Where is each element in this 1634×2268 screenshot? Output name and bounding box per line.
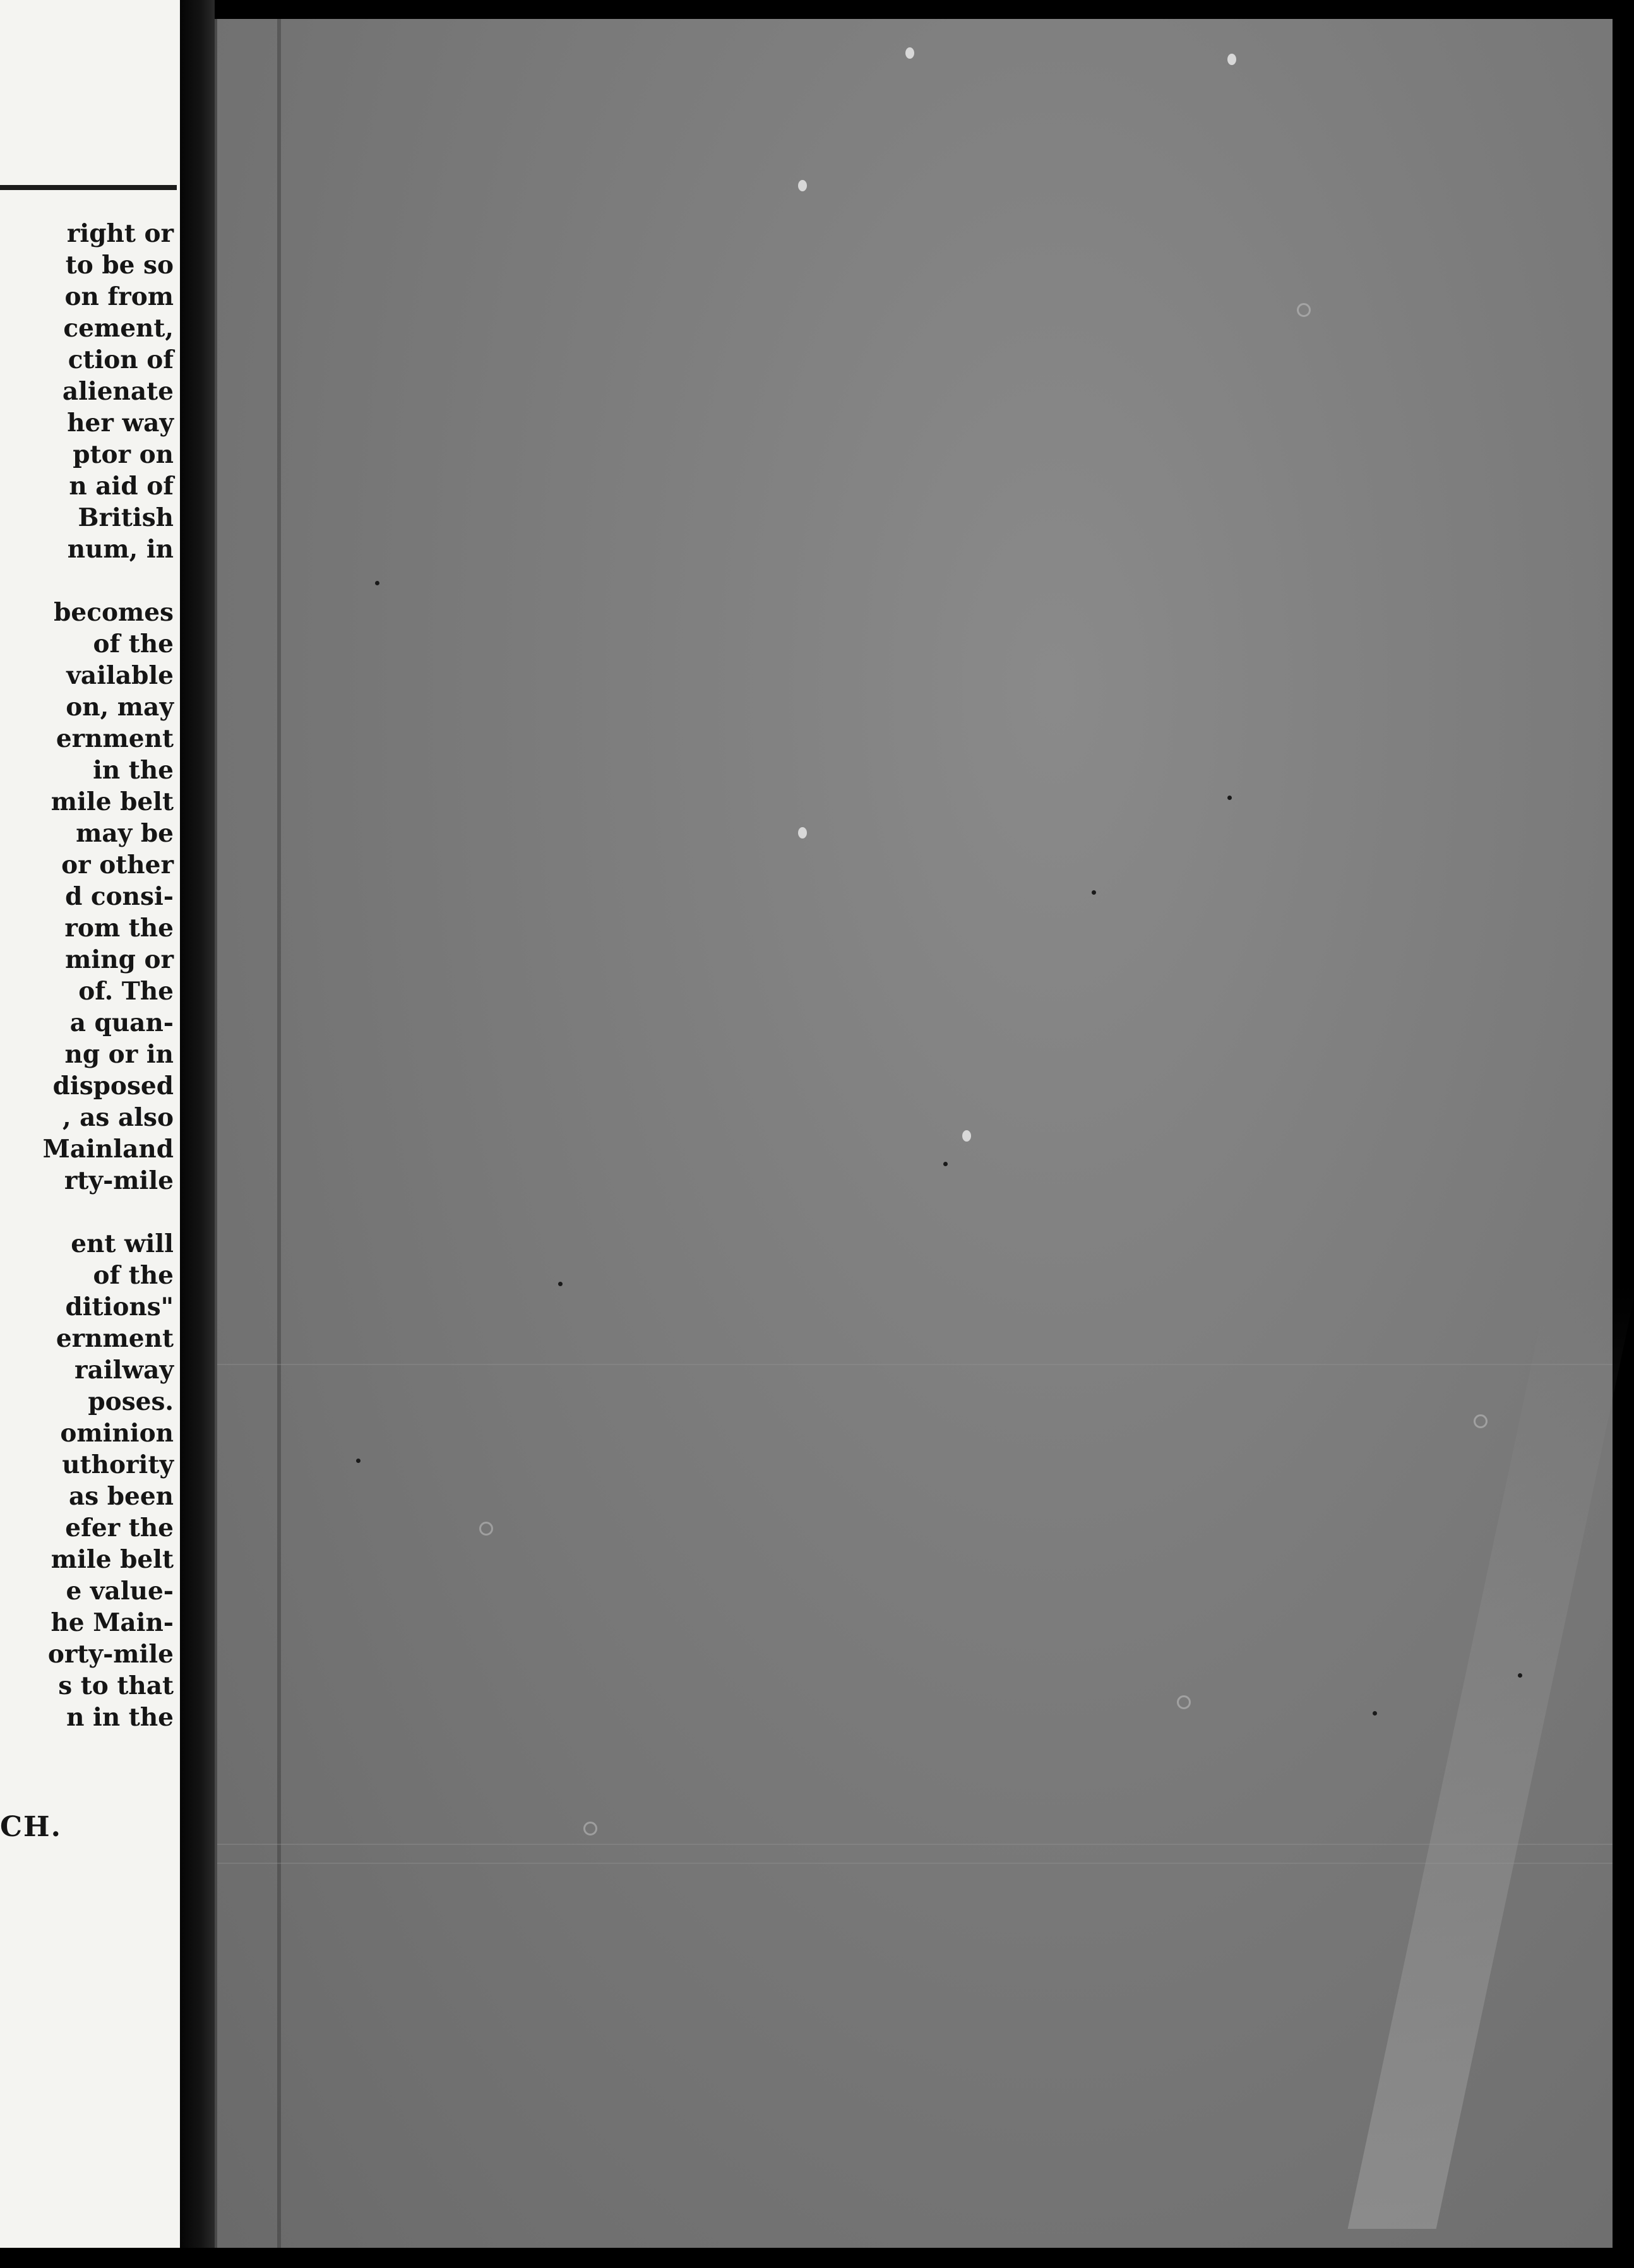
text-line: alienate xyxy=(62,377,174,406)
paper-blemish xyxy=(798,180,807,191)
text-line: ominion xyxy=(60,1419,174,1448)
text-line: num, in xyxy=(67,535,174,564)
text-line: poses. xyxy=(88,1387,174,1416)
text-line: railway xyxy=(75,1356,174,1385)
text-line: or other xyxy=(61,850,174,880)
paper-ring-mark xyxy=(1177,1695,1191,1709)
text-line: s to that xyxy=(58,1671,174,1700)
scan-line xyxy=(217,1863,1613,1864)
text-line: n aid of xyxy=(69,472,174,501)
text-line: on from xyxy=(64,282,174,311)
text-line: British xyxy=(78,503,174,532)
text-line: on, may xyxy=(66,693,174,722)
scan-border xyxy=(0,2248,1634,2268)
page-gutter xyxy=(180,0,215,2268)
text-line: ernment xyxy=(56,1324,174,1353)
page-fold-line xyxy=(277,19,281,2251)
text-line: cement, xyxy=(63,314,174,343)
blank-grey-page xyxy=(215,19,1613,2251)
paper-ring-mark xyxy=(1297,303,1311,317)
text-line: he Main- xyxy=(51,1608,174,1637)
text-line: ent will xyxy=(71,1229,174,1258)
paper-speck xyxy=(558,1282,563,1286)
text-line: orty-mile xyxy=(47,1640,174,1669)
text-line: n in the xyxy=(66,1703,174,1732)
paper-speck xyxy=(1092,890,1096,895)
scan-line xyxy=(217,1844,1613,1845)
text-line: uthority xyxy=(62,1450,174,1479)
text-line: of the xyxy=(93,630,174,659)
paper-ring-mark xyxy=(479,1522,493,1536)
paper-blemish xyxy=(962,1130,971,1142)
paper-speck xyxy=(375,581,379,585)
paper-speck xyxy=(1373,1711,1377,1716)
paper-speck xyxy=(1227,796,1232,800)
paper-speck xyxy=(943,1162,948,1166)
text-line: ptor on xyxy=(73,440,174,469)
text-line: of the xyxy=(93,1261,174,1290)
text-line: to be so xyxy=(65,251,174,280)
facing-page-fragment xyxy=(0,0,180,2248)
paper-ring-mark xyxy=(583,1822,597,1835)
text-line: efer the xyxy=(65,1513,174,1543)
text-line: disposed xyxy=(52,1071,174,1101)
text-line: vailable xyxy=(66,661,174,690)
paper-blemish xyxy=(798,827,807,839)
paper-blemish xyxy=(905,47,914,59)
light-streak xyxy=(1348,1282,1634,2229)
paper-ring-mark xyxy=(1474,1414,1488,1428)
paper-speck xyxy=(356,1459,361,1463)
text-line: as been xyxy=(68,1482,174,1511)
text-line: her way xyxy=(67,409,174,438)
text-column xyxy=(0,218,174,1733)
signature-fragment: CH. xyxy=(0,1811,62,1843)
text-line: mile belt xyxy=(51,1545,174,1574)
text-line: ming or xyxy=(65,945,174,974)
text-line: rty-mile xyxy=(64,1166,174,1195)
text-line: of. The xyxy=(78,977,174,1006)
text-line: may be xyxy=(76,819,174,848)
section-rule xyxy=(0,185,177,190)
text-line: in the xyxy=(93,756,174,785)
text-line: e value- xyxy=(66,1577,174,1606)
text-line: d consi- xyxy=(65,882,174,911)
paragraph-gap xyxy=(0,565,174,597)
text-line: Mainland xyxy=(42,1135,174,1164)
text-line: ernment xyxy=(56,724,174,753)
text-line: ditions" xyxy=(65,1292,174,1322)
text-line: , as also xyxy=(62,1103,174,1132)
text-line: right or xyxy=(66,219,174,248)
paragraph-gap xyxy=(0,1197,174,1228)
text-line: ng or in xyxy=(64,1040,174,1069)
text-line: rom the xyxy=(64,914,174,943)
text-line: ction of xyxy=(68,345,174,374)
text-line: a quan- xyxy=(69,1008,174,1037)
text-line: mile belt xyxy=(51,787,174,816)
scan-line xyxy=(217,1364,1613,1365)
paper-speck xyxy=(1518,1673,1522,1678)
paper-blemish xyxy=(1227,54,1236,65)
text-line: becomes xyxy=(54,598,174,627)
